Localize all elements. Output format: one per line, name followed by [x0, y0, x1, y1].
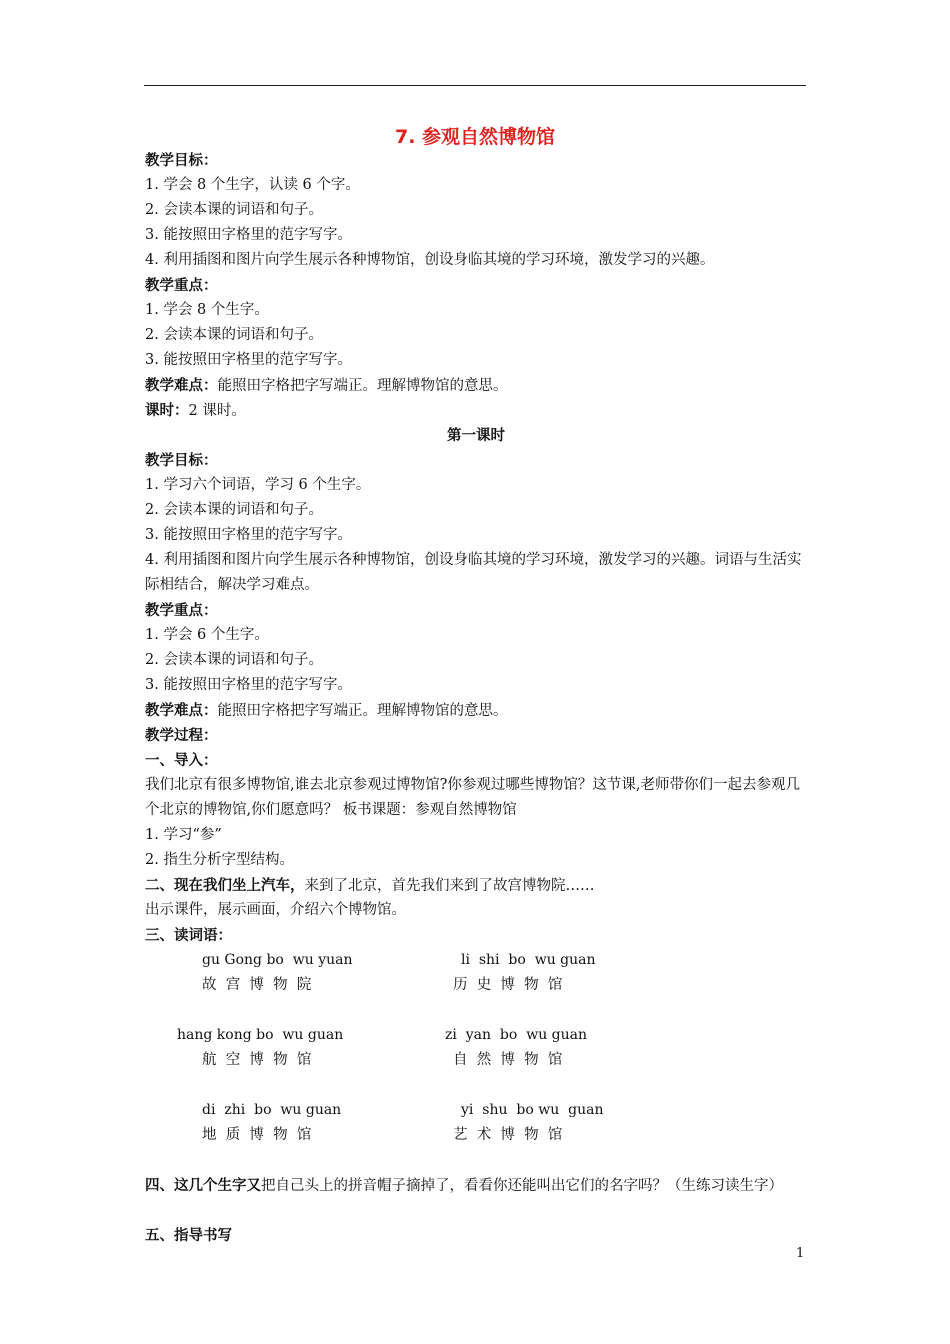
goals-heading: 教学目标：: [145, 152, 218, 169]
word-hanzi: 历 史 博 物 馆: [453, 977, 563, 993]
word-hanzi: 故 宫 博 物 院: [202, 977, 312, 993]
step-two-line: [145, 873, 807, 898]
step-five-heading: 五、指导书写: [145, 1227, 232, 1244]
hours-heading: 课时：: [145, 402, 189, 419]
step-four-text: [145, 1173, 807, 1223]
hours-text: 2 课时。: [188, 403, 246, 419]
lesson-one-heading: 第一课时: [447, 427, 505, 444]
difficulty-line: [145, 698, 807, 723]
difficulty-line: [145, 373, 807, 398]
goals-heading: 教学目标：: [145, 452, 218, 469]
step-four-heading: 四、这几个生字又: [145, 1177, 261, 1194]
step-three-heading: 三、读词语：: [145, 927, 232, 944]
goal-item: 3. 能按照田字格里的范字写字。: [145, 527, 352, 543]
step-one-heading: 一、导入：: [145, 752, 218, 769]
word-pinyin: li shi bo wu guan: [461, 952, 596, 968]
process-heading: 教学过程：: [145, 727, 218, 744]
lesson-title: 7. 参观自然博物馆: [394, 126, 556, 148]
goal-item: 1. 学习六个词语，学习 6 个生字。: [145, 477, 371, 493]
step-one-text: 我们北京有很多博物馆,谁去北京参观过博物馆?你参观过哪些博物馆？这节课,老师带你们一起去参观几个北京的博物馆,你们愿意吗？ 板书课题：参观自然博物馆: [145, 777, 800, 818]
key-point-item: 3. 能按照田字格里的范字写字。: [145, 677, 352, 693]
document-body: [145, 148, 807, 1248]
goal-item: 3. 能按照田字格里的范字写字。: [145, 227, 352, 243]
vocabulary-grid: [145, 948, 807, 1173]
difficulty-heading: 教学难点：: [145, 702, 218, 719]
word-pinyin: yi shu bo wu guan: [461, 1102, 604, 1118]
key-point-item: 3. 能按照田字格里的范字写字。: [145, 352, 352, 368]
goal-item: 2. 会读本课的词语和句子。: [145, 202, 323, 218]
step-two-heading: 二、现在我们坐上汽车，: [145, 877, 305, 894]
goal-item: 1. 学会 8 个生字，认读 6 个字。: [145, 177, 360, 193]
step-four-body: 把自己头上的拼音帽子摘掉了，看看你还能叫出它们的名字吗？（生练习读生字）: [261, 1178, 783, 1194]
goal-item: 4. 利用插图和图片向学生展示各种博物馆，创设身临其境的学习环境，激发学习的兴趣。: [145, 252, 715, 268]
key-points-heading: 教学重点：: [145, 277, 218, 294]
word-hanzi: 自 然 博 物 馆: [453, 1052, 563, 1068]
page-number: 1: [796, 1246, 805, 1261]
step-one-item: 2. 指生分析字型结构。: [145, 852, 294, 868]
word-hanzi: 航 空 博 物 馆: [202, 1052, 312, 1068]
word-pinyin: di zhi bo wu guan: [202, 1102, 342, 1118]
key-point-item: 2. 会读本课的词语和句子。: [145, 327, 323, 343]
word-pinyin: hang kong bo wu guan: [177, 1027, 344, 1043]
step-two-text: 出示课件，展示画面，介绍六个博物馆。: [145, 902, 406, 918]
difficulty-text: 能照田字格把字写端正。理解博物馆的意思。: [217, 378, 508, 394]
difficulty-heading: 教学难点：: [145, 377, 218, 394]
hours-line: [145, 398, 807, 423]
step-one-item: 1. 学习“参”: [145, 827, 222, 843]
key-points-heading: 教学重点：: [145, 602, 218, 619]
header-rule: [144, 85, 806, 86]
word-hanzi: 艺 术 博 物 馆: [453, 1127, 563, 1143]
word-pinyin: zi yan bo wu guan: [445, 1027, 588, 1043]
goal-item: 4. 利用插图和图片向学生展示各种博物馆，创设身临其境的学习环境，激发学习的兴趣。词语与生活实际相结合，解决学习难点。: [145, 552, 802, 593]
difficulty-text: 能照田字格把字写端正。理解博物馆的意思。: [217, 703, 508, 719]
key-point-item: 1. 学会 6 个生字。: [145, 627, 269, 643]
key-point-item: 2. 会读本课的词语和句子。: [145, 652, 323, 668]
word-hanzi: 地 质 博 物 馆: [202, 1127, 312, 1143]
goal-item: 2. 会读本课的词语和句子。: [145, 502, 323, 518]
key-point-item: 1. 学会 8 个生字。: [145, 302, 269, 318]
word-pinyin: gu Gong bo wu yuan: [202, 952, 353, 968]
step-two-lead: 来到了北京，首先我们来到了故宫博物院……: [304, 878, 595, 894]
